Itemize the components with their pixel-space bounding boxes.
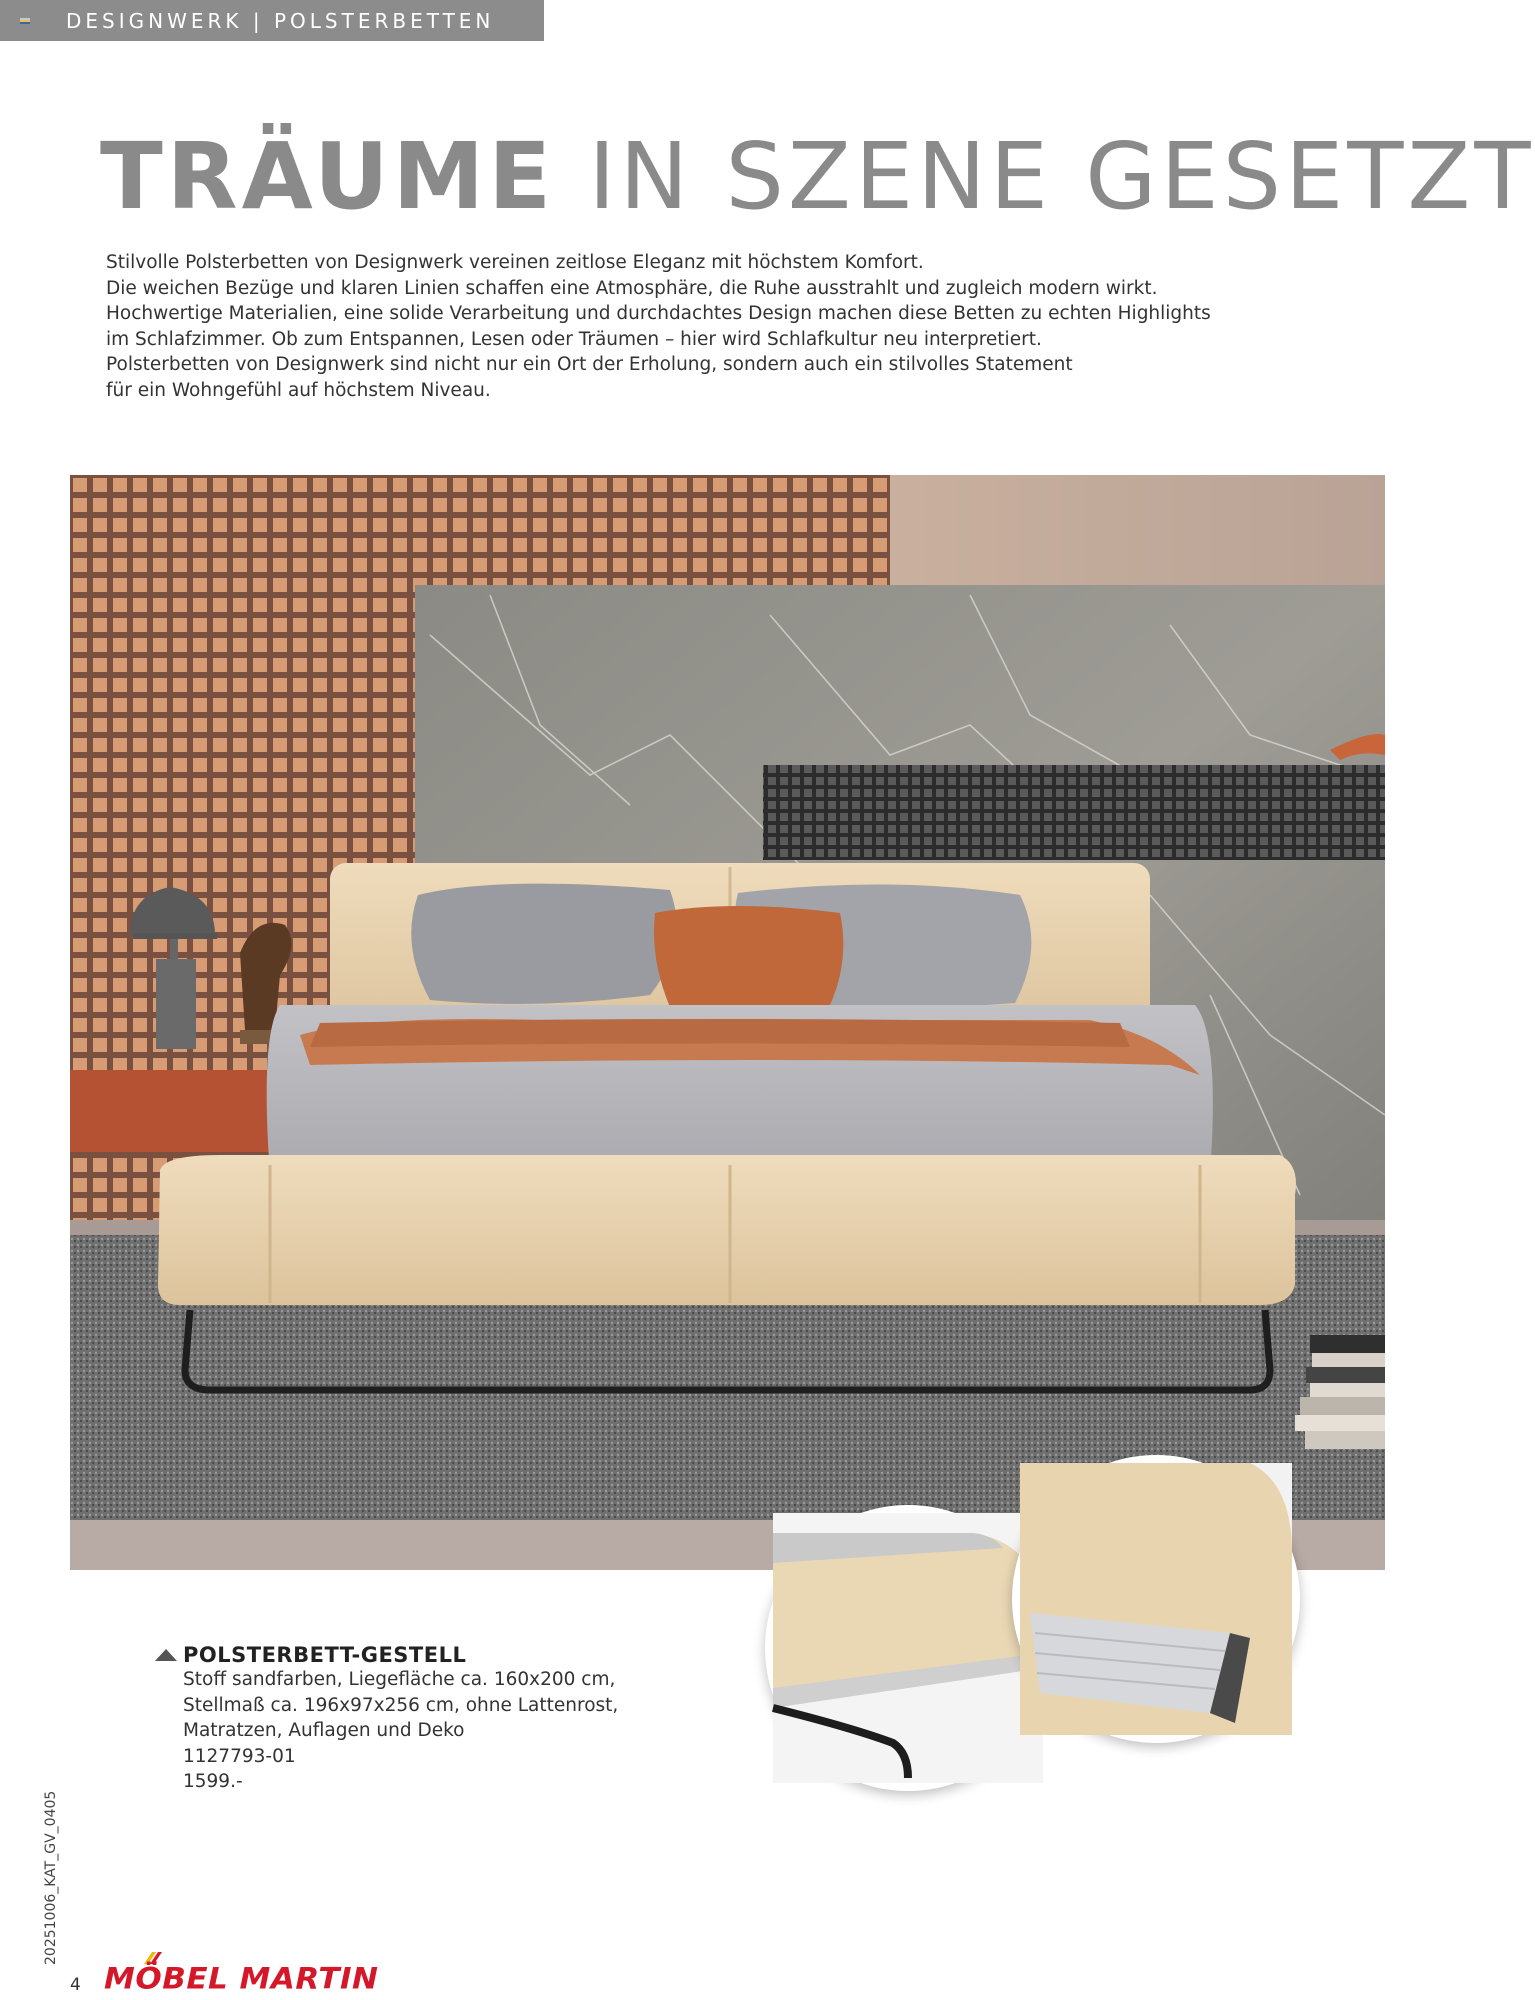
catalog-code: 20251006_KAT_GV_0405 <box>43 1790 59 1965</box>
product-desc-line: Matratzen, Auflagen und Deko <box>183 1720 465 1741</box>
headline-bold: TRÄUME <box>100 123 556 230</box>
product-price: 1599.- <box>183 1771 243 1792</box>
intro-line: Polsterbetten von Designwerk sind nicht nur ein Ort der Erholung, sondern auch ein stilvolles Statement <box>106 354 1073 375</box>
product-desc-line: Stoff sandfarben, Liegefläche ca. 160x200 cm, <box>183 1669 616 1690</box>
flag-icon <box>20 18 30 24</box>
headline-light: IN SZENE GESETZT <box>555 123 1535 230</box>
page-title <box>100 122 1535 232</box>
bedroom-illustration <box>70 475 1385 1570</box>
detail-inset-headboard <box>1012 1455 1300 1743</box>
header-bar <box>0 0 544 41</box>
intro-line: für ein Wohngefühl auf höchstem Niveau. <box>106 379 491 401</box>
frame-detail-illustration <box>773 1513 1043 1783</box>
product-article-number: 1127793-01 <box>183 1745 296 1767</box>
logo-text: MÖBEL MARTIN <box>104 1961 379 1997</box>
intro-line: Stilvolle Polsterbetten von Designwerk vereinen zeitlose Eleganz mit höchstem Komfort. <box>106 252 924 273</box>
headboard-detail-illustration <box>1020 1463 1292 1735</box>
intro-text <box>106 250 1256 403</box>
brand-logo <box>104 1952 379 1996</box>
product-title-row <box>155 1643 755 1667</box>
bedroom-photo <box>70 475 1385 1570</box>
page-number: 4 <box>70 1975 81 1995</box>
intro-line: Hochwertige Materialien, eine solide Verarbeitung und durchdachtes Design machen diese Betten zu echten Highlights <box>106 303 1211 324</box>
intro-line: Die weichen Bezüge und klaren Linien schaffen eine Atmosphäre, die Ruhe ausstrahlt und zugleich modern wirkt. <box>106 277 1158 299</box>
product-desc-line: Stellmaß ca. 196x97x256 cm, ohne Lattenrost, <box>183 1694 619 1716</box>
triangle-up-icon <box>155 1649 177 1661</box>
product-info <box>155 1643 755 1795</box>
intro-line: im Schlafzimmer. Ob zum Entspannen, Lesen oder Träumen – hier wird Schlafkultur neu interpretiert. <box>106 328 1042 350</box>
product-title: POLSTERBETT-GESTELL <box>183 1643 467 1667</box>
breadcrumb: DESIGNWERK | POLSTERBETTEN <box>66 8 495 33</box>
detail-inset-frame <box>765 1505 1051 1791</box>
